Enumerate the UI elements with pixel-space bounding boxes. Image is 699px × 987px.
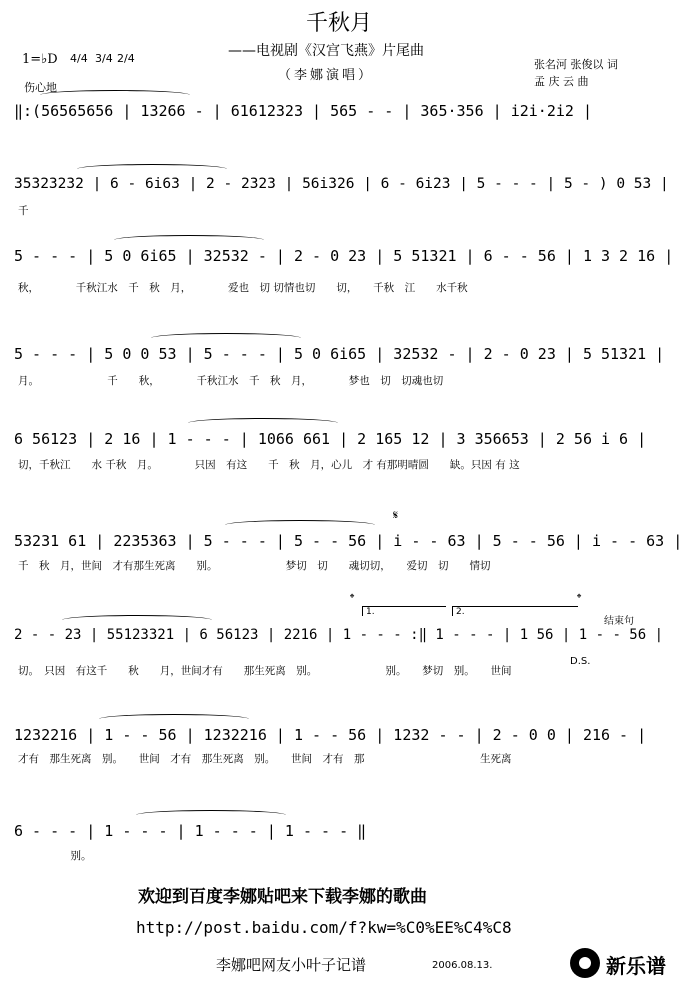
slur-arc: [114, 235, 264, 245]
slur-arc: [188, 418, 338, 428]
score-line-notes: 53231 61 | 2235363 | 5 - - - | 5 - - 56 | i - - 63 | 5 - - 56 | i - - 63 |: [14, 532, 683, 550]
slur-arc: [62, 615, 212, 625]
expression-mark: 伤心地: [24, 81, 57, 94]
score-line-lyrics: 切。 只因 有这千 秋 月，世间才有 那生死离 别。 别。 梦切 别。 世间: [18, 665, 512, 677]
recorder-credit: 李娜吧网友小叶子记谱: [216, 956, 367, 974]
composer-credit: 孟 庆 云 曲: [534, 75, 589, 88]
slur-arc: [151, 333, 301, 343]
record-date: 2006.08.13.: [432, 960, 493, 971]
time-signature-1: 4/4: [70, 52, 88, 65]
score-line-notes: 6 56123 | 2 16 | 1 - - - | 1066 661 | 2 165 12 | 3 356653 | 2 56 i 6 |: [14, 430, 647, 448]
coda-sign-2: 𝄌: [577, 591, 582, 605]
slur-arc: [136, 810, 286, 820]
time-signature-2: 3/4: [95, 52, 113, 65]
score-line-lyrics: 千: [18, 205, 29, 217]
volta-1: 1.: [362, 606, 446, 616]
slur-arc: [225, 520, 375, 530]
forum-url[interactable]: http://post.baidu.com/f?kw=%C0%EE%C4%C8: [136, 918, 512, 937]
score-line-lyrics: 切，千秋江 水 千秋 月。 只因 有这 千 秋 月，心儿 才 有那明晴圆 缺。只因 有 这: [18, 459, 520, 471]
volta-2: 2.: [452, 606, 578, 616]
score-line-lyrics: 月。 千 秋， 千秋江水 千 秋 月， 梦也 切 切魂也切: [18, 375, 444, 387]
singer-credit: （李娜演唱）: [278, 68, 375, 83]
slur-arc: [40, 90, 190, 100]
slur-arc: [77, 164, 227, 174]
score-line-lyrics: 秋， 千秋江水 千 秋 月， 爱也 切 切情也切 切， 千秋 江 水千秋: [18, 282, 468, 294]
brand-name: 新乐谱: [606, 954, 666, 978]
score-line-lyrics: 才有 那生死离 别。 世间 才有 那生死离 别。 世间 才有 那 生死离: [18, 753, 512, 765]
song-subtitle: ——电视剧《汉宫飞燕》片尾曲: [228, 43, 424, 59]
welcome-text: 欢迎到百度李娜贴吧来下载李娜的歌曲: [138, 887, 427, 907]
score-line-notes: ‖:(56565656 | 13266 - | 61612323 | 565 - - | 365·356 | i2i·2i2 |: [14, 102, 592, 120]
score-line-lyrics: 千 秋 月，世间 才有那生死离 别。 梦切 切 魂切切， 爱切 切 情切: [18, 560, 491, 572]
score-line-notes: 35323232 | 6 - 6i63 | 2 - 2323 | 56i326 | 6 - 6i23 | 5 - - - | 5 - ) 0 53 |: [14, 176, 669, 192]
score-line-notes: 2 - - 23 | 55123321 | 6 56123 | 2216 | 1 - - - :‖ 1 - - - | 1 56 | 1 - - 56 |: [14, 627, 664, 643]
score-line-notes: 5 - - - | 5 0 0 53 | 5 - - - | 5 0 6i65 | 32532 - | 2 - 0 23 | 5 51321 |: [14, 345, 665, 363]
slur-arc: [99, 714, 249, 724]
fermata-sign: 𝄋: [393, 508, 399, 522]
lyricist-credit: 张名河 张俊以 词: [534, 58, 618, 71]
coda-label: 结束句: [604, 616, 634, 627]
score-line-notes: 1232216 | 1 - - 56 | 1232216 | 1 - - 56 | 1232 - - | 2 - 0 0 | 216 - |: [14, 726, 647, 744]
song-title: 千秋月: [306, 11, 373, 36]
ds-mark: D.S.: [570, 656, 591, 667]
time-signature-3: 2/4: [117, 52, 135, 65]
score-line-notes: 5 - - - | 5 0 6i65 | 32532 - | 2 - 0 23 | 5 51321 | 6 - - 56 | 1 3 2 16 |: [14, 247, 674, 265]
score-line-lyrics: 别。: [18, 850, 92, 862]
key-signature: 1=♭D: [22, 52, 58, 67]
score-line-notes: 6 - - - | 1 - - - | 1 - - - | 1 - - - ‖: [14, 822, 367, 840]
brand-logo-icon: [570, 948, 600, 978]
coda-sign-1: 𝄌: [350, 591, 355, 605]
